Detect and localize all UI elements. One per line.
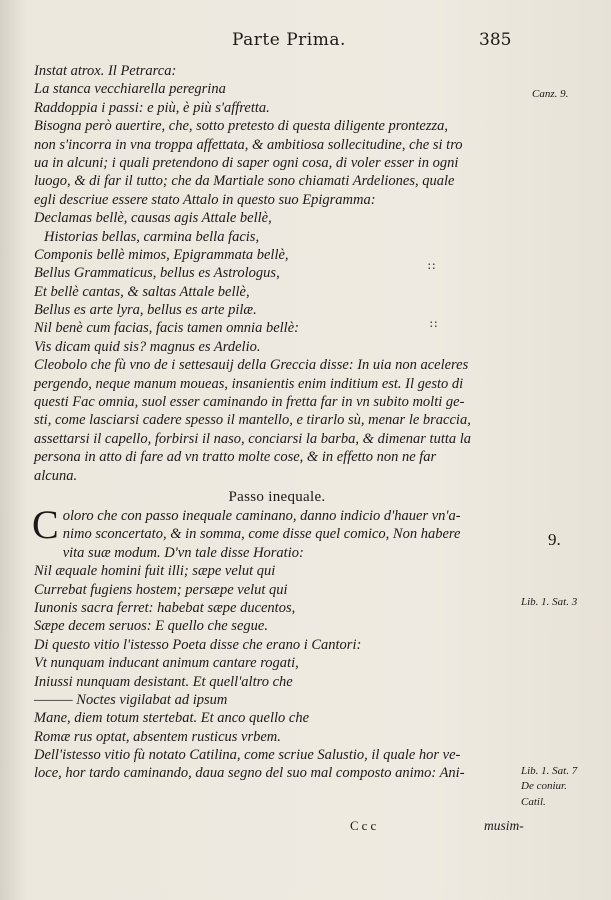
text-line: Iunonis sacra ferret: habebat sæpe ducentos, [34,599,296,616]
text-line: Di questo vitio l'istesso Poeta disse che erano i Cantori: [34,636,362,653]
text-line: Vt nunquam inducant animum cantare rogati, [34,655,299,672]
text-line: sti, come lasciarsi cadere spesso il mantello, e tirarlo sù, menar le braccia, [34,412,471,429]
text-line: Cleobolo che fù vno de i settesauij della Greccia disse: In uia non aceleres [34,357,469,374]
text-line: Bisogna però auertire, che, sotto pretesto di questa diligente prontezza, [34,118,449,135]
catchword: musim- [484,818,524,833]
margin-note-canzone: Canz. 9. [532,88,569,100]
text-line: Vis dicam quid sis? magnus es Ardelio. [34,338,261,355]
ornament-mark: ∷ [430,318,437,331]
text-line: oloro che con passo inequale caminano, danno indicio d'hauer vn'a- [62,507,461,524]
text-line: vita suæ modum. D'vn tale disse Horatio: [62,544,304,561]
drop-initial: C [32,501,59,547]
text-line: loce, hor tardo caminando, daua segno del suo mal composto animo: Ani- [34,765,465,782]
margin-note-satire-3: Lib. 1. Sat. 3 [521,596,578,608]
signature-mark: Ccc [350,818,380,833]
page-number: 385 [479,30,512,50]
margin-note-catilinae: Catil. [521,796,546,808]
text-line: assettarsi il capello, forbirsi il naso, conciarsi la barba, & dimenar tutta la [34,430,472,447]
text-line: ——— Noctes vigilabat ad ipsum [34,691,228,708]
text-block-inequale-opening [32,501,520,547]
text-line: Nil benè cum facias, facis tamen omnia bellè: [34,320,299,337]
text-line: persona in atto di fare ad vn tratto molte cose, & in effetto non ne far [34,449,437,466]
text-line: alcuna. [34,467,78,484]
text-line: Declamas bellè, causas agis Attale bellè, [34,210,272,227]
running-title: Parte Prima. [232,30,346,50]
margin-note-de-coniuratione: De coniur. [521,780,567,792]
main-text [34,62,520,783]
text-line: Iniussi nunquam desistant. Et quell'altro che [34,673,293,690]
margin-note-satire-7: Lib. 1. Sat. 7 [521,765,578,777]
ornament-mark: ∷ [428,260,435,273]
text-line: Mane, diem totum stertebat. Et anco quello che [34,710,310,727]
text-block-inequale [34,544,520,783]
text-block-gait-haste [34,62,520,485]
text-line: Instat atrox. Il Petrarca: [34,63,177,79]
text-line: Romæ rus optat, absentem rusticus vrbem. [34,728,281,745]
section-heading: Passo inequale. [228,488,326,505]
text-line: egli descriue essere stato Attalo in questo suo Epigramma: [34,191,376,208]
text-line: ua in alcuni; i quali pretendono di saper ogni cosa, di voler esser in ogni [34,154,459,171]
text-line: Historias bellas, carmina bella facis, [44,228,260,245]
text-line: pergendo, neque manum moueas, insanientis enim inditium est. Il gesto di [34,375,464,392]
text-line: Bellus es arte lyra, bellus es arte pilæ. [34,302,257,319]
text-line: nimo sconcertato, & in somma, come disse quel comico, Non habere [62,526,461,543]
text-line: Bellus Grammaticus, bellus es Astrologus, [34,265,280,282]
text-line: luogo, & di far il tutto; che da Martiale sono chiamati Ardeliones, quale [34,173,455,190]
page-header [0,30,611,54]
text-line: Nil æquale homini fuit illi; sæpe velut qui [34,563,276,580]
text-line: La stanca vecchiarella peregrina [34,81,226,98]
text-line: Componis bellè mimos, Epigrammata bellè, [34,246,289,263]
text-line: Dell'istesso vitio fù notato Catilina, come scriue Salustio, il quale hor ve- [34,747,461,764]
text-line: non s'incorra in vna troppa affettata, & ambitiosa sollecitudine, che si tro [34,136,463,153]
text-line: Currebat fugiens hostem; persæpe velut qui [34,581,288,598]
text-line: Raddoppia i passi: e più, è più s'affretta. [34,99,270,116]
text-line: Sæpe decem seruos: E quello che segue. [34,618,268,635]
text-line: questi Fac omnia, suol esser caminando in fretta far in vn subito molti ge- [34,394,465,411]
text-line: Et bellè cantas, & saltas Attale bellè, [34,283,250,300]
margin-section-number: 9. [548,530,561,549]
